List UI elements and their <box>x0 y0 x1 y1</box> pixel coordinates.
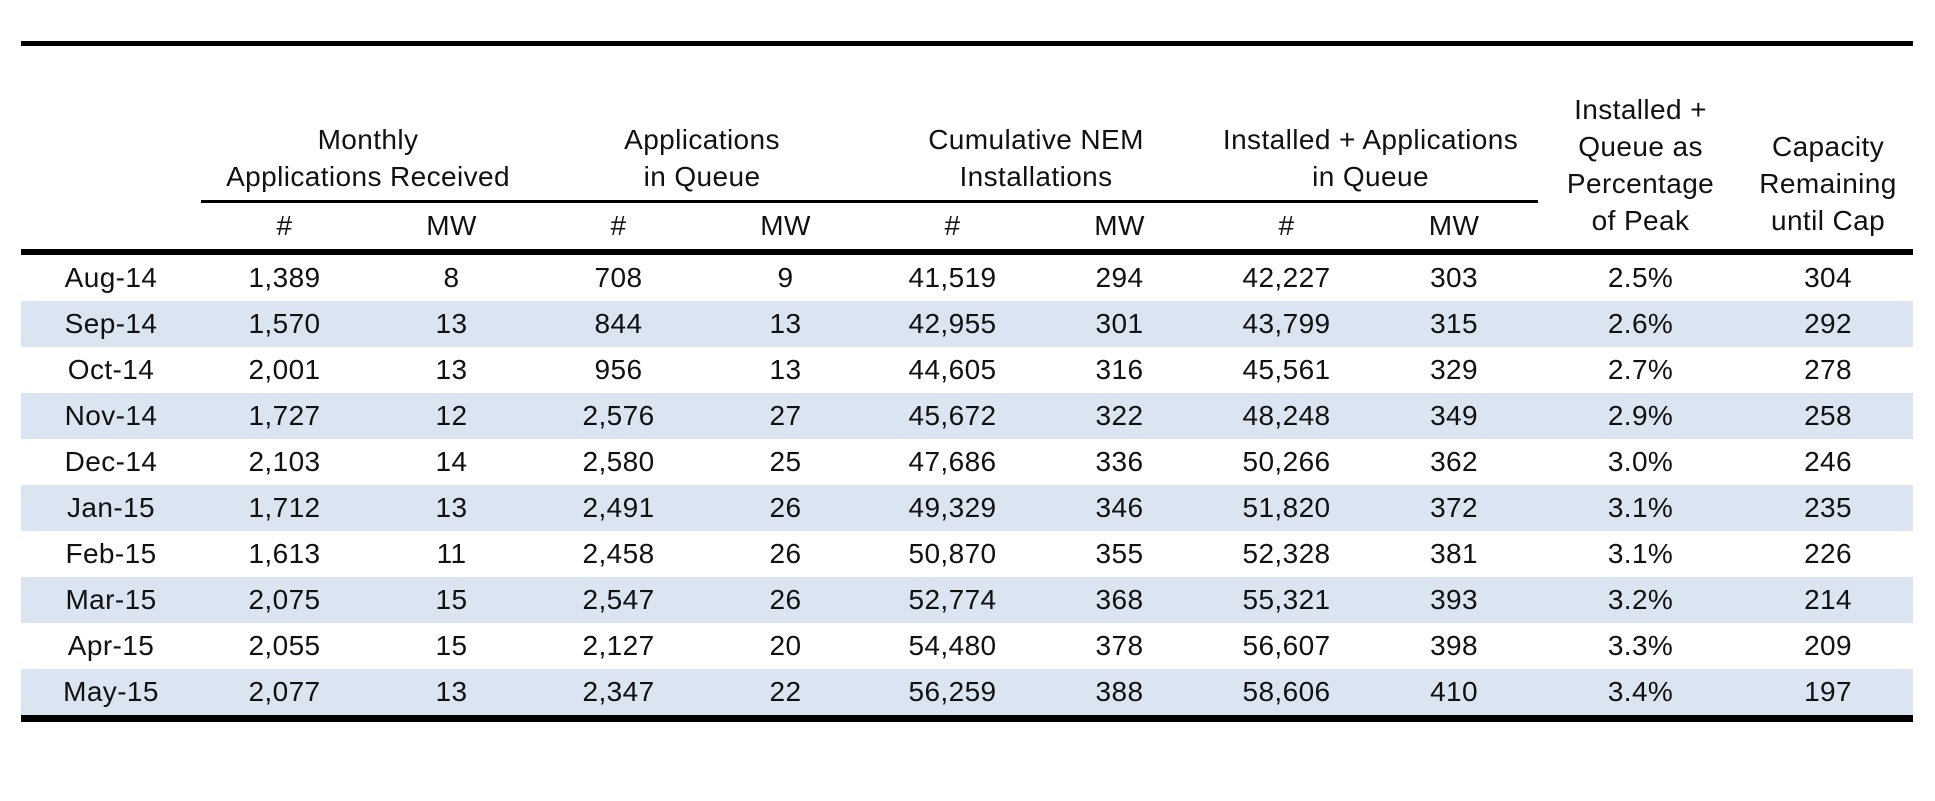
table-cell: 316 <box>1095 353 1144 385</box>
table-cell: 9 <box>777 261 794 293</box>
table-cell: 226 <box>1804 537 1852 569</box>
table-cell: 42,955 <box>908 307 997 339</box>
table-cell: 41,519 <box>908 261 997 293</box>
table-cell: 22 <box>769 675 802 707</box>
table-row <box>21 347 1913 393</box>
table-cell: 246 <box>1804 445 1852 477</box>
table-cell: 2.5% <box>1607 261 1674 293</box>
table-cell: 388 <box>1095 675 1144 707</box>
group-header-line: Applications <box>624 124 780 155</box>
table-cell: 8 <box>443 261 460 293</box>
table-header <box>21 44 1913 252</box>
table-row <box>21 531 1913 577</box>
table-cell: 1,727 <box>248 399 321 431</box>
sub-header-mw: MW <box>1370 202 1538 252</box>
table-cell: 368 <box>1095 583 1144 615</box>
column-group-installed-plus-applications-in-queue <box>1203 44 1538 202</box>
table-row <box>21 577 1913 623</box>
table-cell: 381 <box>1430 537 1478 569</box>
table-cell: 2,055 <box>248 629 321 661</box>
table-cell: 11 <box>436 537 467 569</box>
month-cell: Dec-14 <box>64 445 158 477</box>
table-cell: 26 <box>769 583 802 615</box>
column-group-monthly-applications-received <box>201 44 535 202</box>
table-cell: 2,103 <box>248 445 321 477</box>
table-cell: 43,799 <box>1242 307 1331 339</box>
table-cell: 3.4% <box>1607 675 1674 707</box>
table-cell: 235 <box>1804 491 1852 523</box>
table-cell: 214 <box>1804 583 1852 615</box>
sub-header-count: # <box>869 202 1036 252</box>
table-cell: 2,458 <box>582 537 655 569</box>
table-cell: 58,606 <box>1242 675 1331 707</box>
group-header-line: in Queue <box>1312 161 1429 192</box>
group-header-line: in Queue <box>643 161 761 192</box>
table-cell: 2,491 <box>582 491 655 523</box>
group-header-line: Installations <box>959 161 1113 192</box>
table-cell: 1,389 <box>248 261 321 293</box>
table-cell: 2.7% <box>1607 353 1674 385</box>
month-cell: Jan-15 <box>66 491 155 523</box>
table-cell: 292 <box>1804 307 1852 339</box>
table-cell: 15 <box>435 583 468 615</box>
table-row <box>21 252 1913 301</box>
table-cell: 209 <box>1804 629 1852 661</box>
table-cell: 49,329 <box>908 491 997 523</box>
table-cell: 14 <box>435 445 468 477</box>
table-body <box>21 252 1913 719</box>
table-cell: 56,607 <box>1242 629 1331 661</box>
table-cell: 13 <box>769 307 802 339</box>
table-cell: 844 <box>594 307 643 339</box>
sub-header-empty <box>21 202 201 252</box>
table-cell: 956 <box>594 353 643 385</box>
table-cell: 301 <box>1095 307 1144 339</box>
table-cell: 294 <box>1095 261 1144 293</box>
table-cell: 50,266 <box>1242 445 1331 477</box>
table-row <box>21 393 1913 439</box>
table-cell: 3.1% <box>1607 537 1674 569</box>
table-cell: 56,259 <box>908 675 997 707</box>
table-cell: 2,347 <box>582 675 655 707</box>
month-cell: Oct-14 <box>67 353 155 385</box>
table-cell: 2,576 <box>582 399 655 431</box>
table-cell: 15 <box>435 629 468 661</box>
table-cell: 2.9% <box>1607 399 1674 431</box>
table-cell: 1,570 <box>248 307 321 339</box>
table-cell: 349 <box>1430 399 1478 431</box>
table-cell: 2,127 <box>582 629 655 661</box>
month-cell: Mar-15 <box>65 583 157 615</box>
header-line: of Peak <box>1591 204 1690 236</box>
month-cell: May-15 <box>63 675 159 707</box>
table-cell: 1,613 <box>248 537 321 569</box>
month-cell: Apr-15 <box>67 629 155 661</box>
header-line: until Cap <box>1770 204 1886 236</box>
column-group-applications-in-queue <box>535 44 869 202</box>
header-line: Remaining <box>1759 167 1897 199</box>
table-cell: 258 <box>1804 399 1852 431</box>
table-cell: 25 <box>769 445 802 477</box>
header-line: Queue as <box>1578 130 1703 162</box>
group-header-line: Monthly <box>317 124 419 155</box>
table-cell: 197 <box>1804 675 1852 707</box>
table-cell: 2,001 <box>248 353 321 385</box>
sub-header-mw: MW <box>702 202 869 252</box>
table-cell: 12 <box>435 399 468 431</box>
table-cell: 3.3% <box>1607 629 1674 661</box>
table-cell: 13 <box>435 353 468 385</box>
sub-header-count: # <box>201 202 368 252</box>
table-cell: 42,227 <box>1242 261 1331 293</box>
table-cell: 329 <box>1430 353 1478 385</box>
table-cell: 393 <box>1430 583 1478 615</box>
table-cell: 372 <box>1430 491 1478 523</box>
table-cell: 51,820 <box>1242 491 1331 523</box>
table-cell: 48,248 <box>1242 399 1331 431</box>
sub-header-mw: MW <box>1036 202 1203 252</box>
table-cell: 52,328 <box>1242 537 1331 569</box>
table-row <box>21 485 1913 531</box>
table-row <box>21 669 1913 719</box>
table-cell: 3.2% <box>1607 583 1674 615</box>
group-header-line: Installed + Applications <box>1222 124 1519 155</box>
table-cell: 52,774 <box>908 583 997 615</box>
table-cell: 378 <box>1095 629 1144 661</box>
sub-header-mw: MW <box>368 202 535 252</box>
table-cell: 322 <box>1095 399 1144 431</box>
table-cell: 13 <box>435 307 468 339</box>
table-row <box>21 623 1913 669</box>
table-cell: 26 <box>769 537 802 569</box>
group-header-line: Cumulative NEM <box>928 124 1144 155</box>
table-cell: 44,605 <box>908 353 997 385</box>
corner-cell <box>21 44 201 202</box>
table-cell: 398 <box>1430 629 1478 661</box>
table-cell: 20 <box>769 629 802 661</box>
table-cell: 346 <box>1095 491 1144 523</box>
table-cell: 336 <box>1095 445 1144 477</box>
month-cell: Sep-14 <box>64 307 158 339</box>
table-cell: 315 <box>1430 307 1478 339</box>
table-row <box>21 439 1913 485</box>
month-cell: Nov-14 <box>64 399 158 431</box>
table-cell: 13 <box>435 675 468 707</box>
sub-header-count: # <box>535 202 702 252</box>
table-cell: 278 <box>1804 353 1852 385</box>
table-cell: 50,870 <box>908 537 997 569</box>
table-cell: 2,547 <box>582 583 655 615</box>
table-cell: 2,077 <box>248 675 321 707</box>
column-group-cumulative-nem-installations <box>869 44 1203 202</box>
group-header-line: Applications Received <box>226 161 510 192</box>
table-cell: 708 <box>594 261 643 293</box>
header-line: Capacity <box>1771 130 1885 162</box>
table-cell: 2,580 <box>582 445 655 477</box>
table-cell: 2.6% <box>1607 307 1674 339</box>
table-cell: 3.1% <box>1607 491 1674 523</box>
table-cell: 54,480 <box>908 629 997 661</box>
table-cell: 1,712 <box>248 491 321 523</box>
table-row <box>21 301 1913 347</box>
table-cell: 47,686 <box>908 445 997 477</box>
column-header-capacity-remaining-until-cap <box>1743 44 1913 252</box>
column-header-installed-queue-pct-of-peak <box>1538 44 1743 252</box>
sub-header-count: # <box>1203 202 1370 252</box>
table-cell: 26 <box>769 491 802 523</box>
table-cell: 2,075 <box>248 583 321 615</box>
table-cell: 3.0% <box>1607 445 1674 477</box>
table-cell: 410 <box>1430 675 1478 707</box>
header-line: Percentage <box>1566 167 1715 199</box>
table-cell: 304 <box>1804 261 1852 293</box>
table-cell: 13 <box>769 353 802 385</box>
table-cell: 55,321 <box>1242 583 1331 615</box>
table-cell: 27 <box>769 399 802 431</box>
nem-installations-table <box>21 41 1913 722</box>
column-group-row <box>21 44 1913 202</box>
month-cell: Feb-15 <box>65 537 157 569</box>
table-cell: 303 <box>1430 261 1478 293</box>
table-cell: 362 <box>1430 445 1478 477</box>
table-cell: 45,672 <box>908 399 997 431</box>
header-line: Installed + <box>1574 93 1707 125</box>
table-cell: 13 <box>435 491 468 523</box>
table-cell: 45,561 <box>1242 353 1331 385</box>
table-cell: 355 <box>1095 537 1144 569</box>
month-cell: Aug-14 <box>64 261 158 293</box>
